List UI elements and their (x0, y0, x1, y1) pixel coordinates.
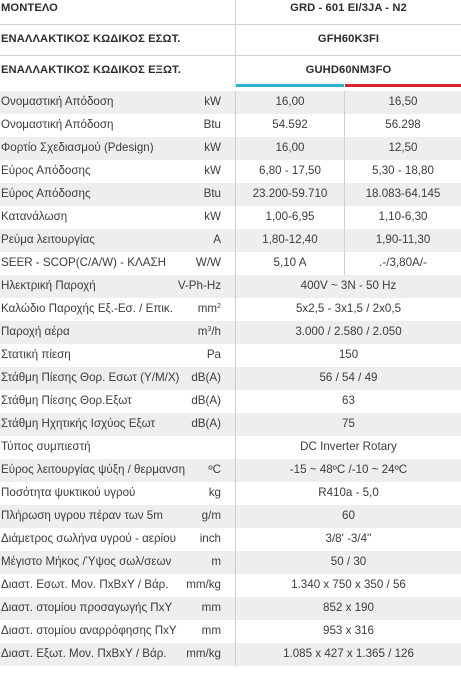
header-divider (235, 25, 236, 55)
spec-unit (204, 187, 221, 200)
spec-unit (191, 394, 221, 407)
header-rule (0, 55, 461, 56)
spec-row (0, 574, 461, 597)
spec-unit-text: ºC (208, 463, 221, 476)
spec-value: R410a - 5,0 (318, 486, 379, 499)
spec-unit (200, 532, 221, 545)
spec-unit-text: V-Ph-Hz (177, 279, 221, 292)
spec-value-cooling: 1,00-6,95 (265, 210, 315, 223)
spec-value-heating: 56.298 (385, 118, 421, 131)
spec-unit (208, 463, 221, 476)
spec-unit-exponent: 2 (217, 303, 221, 310)
spec-name: Μέγιστο Μήκος /Ύψος σωλ/σεων (1, 555, 172, 568)
spec-row (0, 91, 461, 114)
spec-unit (196, 256, 221, 269)
spec-unit (191, 417, 221, 430)
spec-name: Εύρος Απόδοσης (1, 187, 91, 200)
spec-row (0, 643, 461, 666)
spec-value-heating: 12,50 (388, 141, 418, 154)
spec-name: Εύρος λειτουργίας ψύξη / θερμανση (1, 463, 186, 476)
spec-value: 400V ~ 3N - 50 Hz (300, 279, 397, 292)
spec-value: -15 ~ 48ºC /-10 ~ 24ºC (289, 463, 408, 476)
spec-name: SEER - SCOP(C/A/W) - ΚΛΑΣΗ (1, 256, 166, 269)
spec-value-cooling: 16,00 (275, 95, 305, 108)
header-divider (235, 56, 236, 85)
spec-name: Ρεύμα λειτουργίας (1, 233, 95, 246)
spec-unit (186, 578, 221, 591)
spec-value: 63 (342, 394, 355, 407)
spec-value-heating: .-/3,80A/- (379, 256, 427, 269)
spec-value: 852 x 190 (323, 601, 374, 614)
spec-name: Εύρος Απόδοσης (1, 164, 91, 177)
spec-name: Στάθμη Ηχητικής Ισχύος Εξωτ (1, 417, 156, 430)
spec-value: DC Inverter Rotary (300, 440, 397, 453)
spec-row (0, 597, 461, 620)
spec-value-heating: 16,50 (388, 95, 418, 108)
spec-unit (202, 601, 221, 614)
spec-unit (209, 486, 221, 499)
spec-row (0, 482, 461, 505)
spec-unit-text: mm (197, 302, 218, 315)
cooling-accent-bar (236, 84, 344, 87)
spec-value: 953 x 316 (323, 624, 374, 637)
spec-row (0, 229, 461, 252)
spec-unit (202, 624, 221, 637)
spec-row (0, 551, 461, 574)
spec-unit-text: dB(A) (191, 394, 221, 407)
spec-value: 1.085 x 427 x 1.365 / 126 (283, 647, 414, 660)
spec-row (0, 436, 461, 459)
spec-unit-text: kW (204, 210, 221, 223)
spec-name: Ονομαστική Απόδοση (1, 118, 114, 131)
spec-value-cooling: 23.200-59.710 (252, 187, 328, 200)
spec-unit-text: Pa (206, 348, 221, 361)
spec-name: Στάθμη Πίεσης Θορ. Εσωτ (Υ/Μ/Χ) (1, 371, 180, 384)
spec-name: Διαστ. στομίου προσαγωγής ΠxΥ (1, 601, 173, 614)
outdoor-code-value: GUHD60NM3FO (305, 64, 392, 76)
spec-row (0, 390, 461, 413)
spec-unit-suffix: /h (211, 325, 221, 338)
spec-row (0, 183, 461, 206)
spec-row (0, 137, 461, 160)
spec-unit-text: kg (208, 486, 221, 499)
spec-name: Καλώδιο Παροχής Εξ.-Εσ. / Επικ. (1, 302, 173, 315)
spec-value-heating: 1,90-11,30 (375, 233, 431, 246)
spec-unit-text: kW (204, 164, 221, 177)
spec-unit-text: Btu (203, 187, 221, 200)
spec-name: Στατική πίεση (1, 348, 71, 361)
spec-unit (211, 555, 221, 568)
spec-name: Διαστ. Εξωτ. Μον. ΠxΒxΥ / Βάρ. (1, 647, 167, 660)
spec-unit-text: mm/kg (186, 647, 221, 660)
spec-unit-text: mm/kg (186, 578, 221, 591)
spec-unit-text: Btu (203, 118, 221, 131)
spec-name: Πλήρωση υγρου πέραν των 5m (1, 509, 163, 522)
spec-value-heating: 18.083-64.145 (365, 187, 441, 200)
spec-value: 150 (338, 348, 359, 361)
spec-unit (204, 95, 221, 108)
spec-row (0, 620, 461, 643)
spec-unit-text: W/W (195, 256, 221, 269)
spec-row (0, 114, 461, 137)
spec-row (0, 298, 461, 321)
spec-unit-text: kW (204, 141, 221, 154)
spec-unit-text: m (211, 555, 221, 568)
spec-unit-text: inch (199, 532, 221, 545)
spec-row (0, 367, 461, 390)
spec-row (0, 160, 461, 183)
spec-unit (186, 647, 221, 660)
spec-value-cooling: 1,80-12,40 (262, 233, 318, 246)
spec-row (0, 413, 461, 436)
outdoor-code-label: ΕΝΑΛΛΑΚΤΙΚΟΣ ΚΩΔΙΚΟΣ ΕΞΩΤ. (1, 64, 181, 76)
spec-row (0, 344, 461, 367)
spec-name: Ποσότητα ψυκτικού υγρού (1, 486, 136, 499)
spec-unit (191, 371, 221, 384)
spec-row (0, 275, 461, 298)
spec-value: 3/8' -3/4'' (325, 532, 372, 545)
spec-unit (198, 325, 221, 338)
spec-unit (204, 118, 221, 131)
spec-value-cooling: 6,80 - 17,50 (259, 164, 321, 177)
spec-name: Κατανάλωση (1, 210, 68, 223)
spec-value: 50 / 30 (330, 555, 367, 568)
spec-unit (207, 348, 221, 361)
spec-unit-text: kW (204, 95, 221, 108)
spec-name: Στάθμη Πίεσης Θορ.Εξωτ (1, 394, 132, 407)
spec-value: 60 (342, 509, 355, 522)
spec-unit (198, 302, 221, 315)
spec-unit-exponent: 3 (207, 326, 212, 333)
header-row-outdoor-code (0, 64, 461, 82)
header-divider (235, 0, 236, 24)
spec-value: 75 (342, 417, 355, 430)
header-row-model (0, 2, 461, 20)
spec-name: Ηλεκτρική Παροχή (1, 279, 96, 292)
spec-value-cooling: 5,10 A (273, 256, 307, 269)
spec-unit-text: A (213, 233, 221, 246)
spec-value-heating: 1,10-6,30 (378, 210, 428, 223)
spec-unit-text: mm (201, 624, 221, 637)
spec-unit (204, 141, 221, 154)
spec-name: Φορτίο Σχεδιασμού (Pdesign) (1, 141, 154, 154)
spec-unit (204, 210, 221, 223)
model-value: GRD - 601 EI/3JA - N2 (290, 2, 407, 14)
model-label: ΜΟΝΤΕΛΟ (1, 2, 58, 14)
spec-unit-text: g/m (201, 509, 221, 522)
spec-row (0, 505, 461, 528)
spec-name: Διαστ. στομίου αναρρόφησης ΠxΥ (1, 624, 177, 637)
spec-value-heating: 5,30 - 18,80 (372, 164, 434, 177)
spec-name: Τύπος συμπιεστή (1, 440, 91, 453)
spec-name: Ονομαστική Απόδοση (1, 95, 114, 108)
spec-row (0, 252, 461, 275)
spec-unit (178, 279, 221, 292)
spec-unit-text: mm (201, 601, 221, 614)
spec-row (0, 206, 461, 229)
spec-unit-text: dB(A) (191, 371, 221, 384)
indoor-code-value: GFH60K3FI (317, 33, 380, 45)
spec-value-cooling: 16,00 (275, 141, 305, 154)
spec-value: 1.340 x 750 x 350 / 56 (291, 578, 406, 591)
spec-row (0, 528, 461, 551)
spec-unit-text: dB(A) (191, 417, 221, 430)
heating-accent-bar (345, 84, 461, 87)
spec-unit (204, 164, 221, 177)
spec-name: Παροχή αέρα (1, 325, 70, 338)
spec-unit-text: m (197, 325, 208, 338)
indoor-code-label: ΕΝΑΛΛΑΚΤΙΚΟΣ ΚΩΔΙΚΟΣ ΕΣΩΤ. (1, 33, 181, 45)
spec-value: 3.000 / 2.580 / 2.050 (295, 325, 402, 338)
spec-row (0, 321, 461, 344)
spec-value: 5x2,5 - 3x1,5 / 2x0,5 (295, 302, 402, 315)
spec-value-cooling: 54.592 (272, 118, 308, 131)
header-row-indoor-code (0, 33, 461, 51)
spec-row (0, 459, 461, 482)
header-rule (0, 24, 461, 25)
spec-name: Διαστ. Εσωτ. Μον. ΠxΒxΥ / Βάρ. (1, 578, 169, 591)
spec-unit (213, 233, 221, 246)
spec-unit (202, 509, 221, 522)
spec-name: Διάμετρος σωλήνα υγρού - αερίου (1, 532, 176, 545)
spec-value: 56 / 54 / 49 (319, 371, 378, 384)
